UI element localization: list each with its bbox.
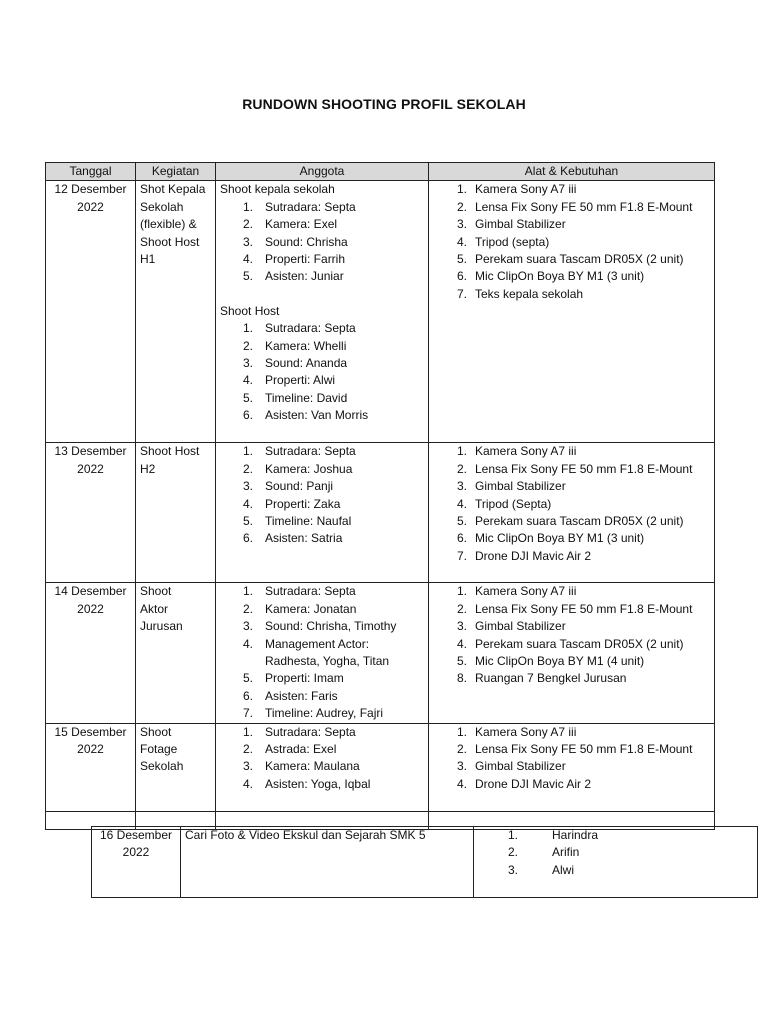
member-list bbox=[220, 320, 424, 424]
names-cell bbox=[474, 827, 758, 898]
list-item: 1. Kamera Sony A7 iii bbox=[457, 444, 577, 459]
activity-line: Sekolah bbox=[140, 759, 184, 774]
rundown-table bbox=[45, 162, 715, 830]
date-cell bbox=[46, 583, 136, 723]
list-item: 4. Perekam suara Tascam DR05X (2 unit) bbox=[457, 636, 684, 651]
member-list bbox=[220, 583, 424, 722]
list-item: 1. Sutradara: Septa bbox=[243, 724, 356, 739]
alat-cell bbox=[429, 723, 715, 811]
list-item: 3. Sound: Chrisha, Timothy bbox=[243, 619, 397, 634]
list-item: 7. Teks kepala sekolah bbox=[457, 286, 584, 301]
list-item: 5. Timeline: Naufal bbox=[243, 514, 352, 529]
list-item: 2. Lensa Fix Sony FE 50 mm F1.8 E-Mount bbox=[457, 601, 693, 616]
list-item: 3. Sound: Panji bbox=[243, 479, 334, 494]
list-item: 1. Sutradara: Septa bbox=[243, 444, 356, 459]
header-anggota: Anggota bbox=[216, 163, 429, 181]
list-item: 4. Management Actor: Radhesta, Yogha, Titan bbox=[243, 636, 390, 669]
list-item: 6. Mic ClipOn Boya BY M1 (3 unit) bbox=[457, 531, 645, 546]
equipment-list bbox=[433, 724, 710, 794]
equipment-list bbox=[433, 583, 710, 687]
date-line: 2022 bbox=[77, 199, 104, 214]
name-list bbox=[478, 827, 753, 879]
list-item: 4. Properti: Alwi bbox=[243, 373, 336, 388]
date-cell bbox=[92, 827, 181, 898]
anggota-cell bbox=[216, 723, 429, 811]
activity-cell: Cari Foto & Video Ekskul dan Sejarah SMK 5 bbox=[181, 827, 474, 898]
header-alat: Alat & Kebutuhan bbox=[429, 163, 715, 181]
list-item: 6. Asisten: Van Morris bbox=[243, 408, 369, 423]
table-row bbox=[46, 181, 715, 443]
anggota-cell bbox=[216, 181, 429, 443]
list-item: 2. Lensa Fix Sony FE 50 mm F1.8 E-Mount bbox=[457, 461, 693, 476]
list-item: 5. Mic ClipOn Boya BY M1 (4 unit) bbox=[457, 654, 645, 669]
activity-cell bbox=[136, 583, 216, 723]
header-kegiatan: Kegiatan bbox=[136, 163, 216, 181]
date-line: 2022 bbox=[77, 601, 104, 616]
table-header-row bbox=[46, 163, 715, 181]
list-item: 4. Tripod (septa) bbox=[457, 234, 550, 249]
list-item: 5. Properti: Imam bbox=[243, 671, 344, 686]
list-item: 1. Sutradara: Septa bbox=[243, 199, 356, 214]
date-cell bbox=[46, 181, 136, 443]
date-cell bbox=[46, 723, 136, 811]
list-item: 5. Timeline: David bbox=[243, 390, 348, 405]
list-item: 5. Perekam suara Tascam DR05X (2 unit) bbox=[457, 252, 684, 267]
date-line: 15 Desember bbox=[54, 724, 127, 739]
list-item: 2. Kamera: Jonatan bbox=[243, 601, 357, 616]
activity-line: Shoot Host bbox=[140, 444, 200, 459]
list-item: 2. Kamera: Whelli bbox=[243, 338, 347, 353]
alat-cell bbox=[429, 181, 715, 443]
member-list bbox=[220, 724, 424, 794]
list-item: 1. Sutradara: Septa bbox=[243, 321, 356, 336]
list-item: 3. Sound: Chrisha bbox=[243, 234, 348, 249]
list-item: 4. Drone DJI Mavic Air 2 bbox=[457, 776, 592, 791]
date-line: 2022 bbox=[122, 845, 150, 860]
list-item: 5. Asisten: Juniar bbox=[243, 269, 344, 284]
activity-line: Fotage bbox=[140, 742, 178, 757]
equipment-list bbox=[433, 443, 710, 565]
table-row bbox=[46, 723, 715, 811]
list-item: 6. Mic ClipOn Boya BY M1 (3 unit) bbox=[457, 269, 645, 284]
table-row bbox=[46, 583, 715, 723]
table-row bbox=[46, 443, 715, 583]
list-item: 3. Sound: Ananda bbox=[243, 356, 348, 371]
list-item: 2. Lensa Fix Sony FE 50 mm F1.8 E-Mount bbox=[457, 742, 693, 757]
list-item: 3. Alwi bbox=[508, 862, 575, 877]
activity-line: Shot Kepala bbox=[140, 182, 206, 197]
list-item: 3. Gimbal Stabilizer bbox=[457, 217, 566, 232]
section-title: Shoot Host bbox=[220, 303, 280, 318]
list-item: 4. Asisten: Yoga, Iqbal bbox=[243, 776, 371, 791]
table-row bbox=[92, 827, 758, 898]
list-item: 2. Kamera: Joshua bbox=[243, 461, 353, 476]
anggota-cell bbox=[216, 583, 429, 723]
activity-line: Shoot bbox=[140, 584, 172, 599]
list-item: 3. Gimbal Stabilizer bbox=[457, 759, 566, 774]
extra-table bbox=[91, 826, 758, 898]
list-item: 1. Sutradara: Septa bbox=[243, 584, 356, 599]
alat-cell bbox=[429, 443, 715, 583]
alat-cell bbox=[429, 583, 715, 723]
list-item: 3. Gimbal Stabilizer bbox=[457, 619, 566, 634]
date-line: 2022 bbox=[77, 742, 104, 757]
list-item: 1. Kamera Sony A7 iii bbox=[457, 182, 577, 197]
list-item: 7. Timeline: Audrey, Fajri bbox=[243, 706, 384, 721]
header-tanggal: Tanggal bbox=[46, 163, 136, 181]
activity-line: H2 bbox=[140, 461, 156, 476]
equipment-list bbox=[433, 181, 710, 303]
activity-line: Shoot bbox=[140, 724, 172, 739]
list-item: 5. Perekam suara Tascam DR05X (2 unit) bbox=[457, 514, 684, 529]
activity-line: Jurusan bbox=[140, 619, 183, 634]
list-item: 1. Kamera Sony A7 iii bbox=[457, 724, 577, 739]
activity-cell bbox=[136, 181, 216, 443]
activity-line: (flexible) & bbox=[140, 217, 197, 232]
list-item: 2. Lensa Fix Sony FE 50 mm F1.8 E-Mount bbox=[457, 199, 693, 214]
date-line: 13 Desember bbox=[54, 444, 127, 459]
date-line: 2022 bbox=[77, 461, 104, 476]
list-item: 6. Asisten: Satria bbox=[243, 531, 343, 546]
activity-line: Shoot Host bbox=[140, 234, 200, 249]
list-item: 1. Harindra bbox=[508, 828, 599, 842]
activity-line: H1 bbox=[140, 252, 156, 267]
list-item: 4. Properti: Zaka bbox=[243, 496, 341, 511]
list-item: 2. Astrada: Exel bbox=[243, 742, 337, 757]
section-title: Shoot kepala sekolah bbox=[220, 182, 335, 197]
activity-line: Aktor bbox=[140, 601, 169, 616]
list-item: 1. Kamera Sony A7 iii bbox=[457, 584, 577, 599]
date-line: 14 Desember bbox=[54, 584, 127, 599]
list-item: 3. Kamera: Maulana bbox=[243, 759, 360, 774]
activity-cell bbox=[136, 443, 216, 583]
date-line: 16 Desember bbox=[99, 828, 173, 842]
list-item: 2. Arifin bbox=[508, 845, 580, 860]
list-item: 4. Properti: Farrih bbox=[243, 252, 346, 267]
list-item: 6. Asisten: Faris bbox=[243, 688, 338, 703]
list-item: 7. Drone DJI Mavic Air 2 bbox=[457, 548, 592, 563]
date-cell bbox=[46, 443, 136, 583]
activity-line: Sekolah bbox=[140, 199, 184, 214]
list-item: 8. Ruangan 7 Bengkel Jurusan bbox=[457, 671, 627, 686]
list-item: 3. Gimbal Stabilizer bbox=[457, 479, 566, 494]
member-list bbox=[220, 443, 424, 547]
list-item: 2. Kamera: Exel bbox=[243, 217, 338, 232]
date-line: 12 Desember bbox=[54, 182, 127, 197]
member-list bbox=[220, 199, 424, 286]
anggota-cell bbox=[216, 443, 429, 583]
list-item: 4. Tripod (Septa) bbox=[457, 496, 552, 511]
activity-cell bbox=[136, 723, 216, 811]
document-title: RUNDOWN SHOOTING PROFIL SEKOLAH bbox=[242, 96, 526, 112]
